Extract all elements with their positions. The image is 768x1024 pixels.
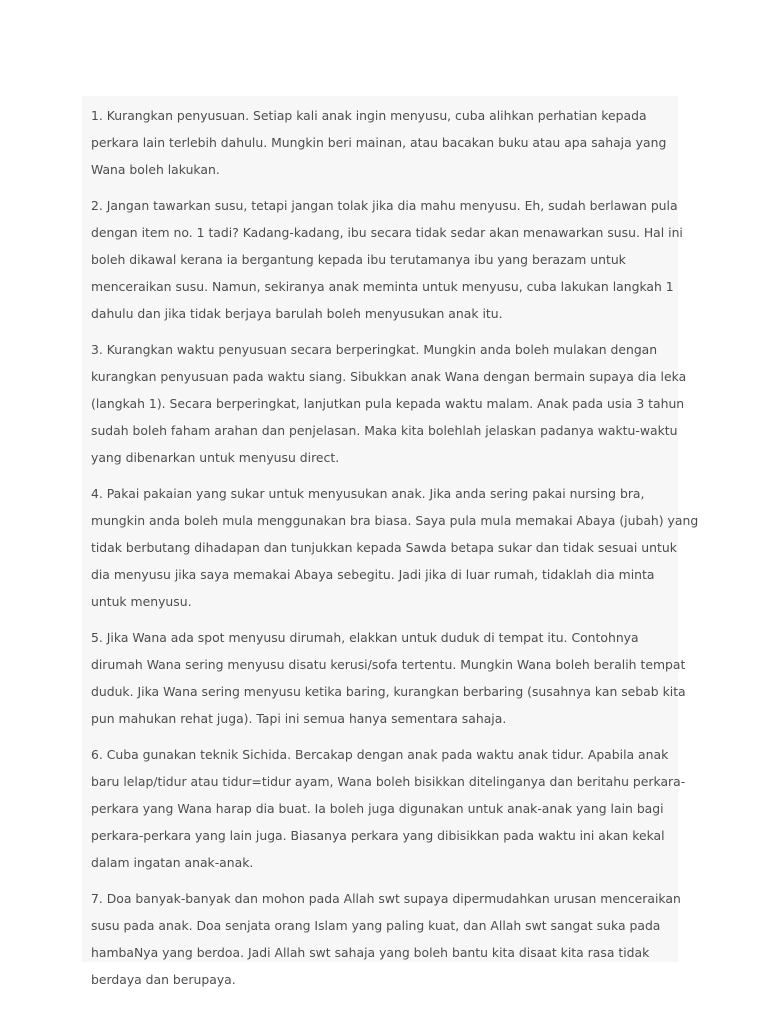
paragraph-line: hambaNya yang berdoa. Jadi Allah swt sahaja yang boleh bantu kita disaat kita rasa tidak: [91, 945, 650, 960]
paragraph-line: 2. Jangan tawarkan susu, tetapi jangan tolak jika dia mahu menyusu. Eh, sudah berlawan pula: [91, 198, 678, 213]
paragraph-7: [91, 885, 681, 993]
paragraph-1: [91, 102, 678, 183]
paragraph-line: susu pada anak. Doa senjata orang Islam yang paling kuat, dan Allah swt sangat suka pada: [91, 918, 661, 933]
paragraph-4: [91, 480, 699, 615]
paragraph-line: 1. Kurangkan penyusuan. Setiap kali anak ingin menyusu, cuba alihkan perhatian kepada: [91, 108, 647, 123]
paragraph-line: 6. Cuba gunakan teknik Sichida. Bercakap dengan anak pada waktu anak tidur. Apabila anak: [91, 747, 669, 762]
paragraph-line: dengan item no. 1 tadi? Kadang-kadang, ibu secara tidak sedar akan menawarkan susu. Hal ini: [91, 225, 683, 240]
paragraph-line: berdaya dan berupaya.: [91, 972, 236, 987]
paragraph-line: sudah boleh faham arahan dan penjelasan. Maka kita bolehlah jelaskan padanya waktu-waktu: [91, 423, 678, 438]
paragraph-line: kurangkan penyusuan pada waktu siang. Sibukkan anak Wana dengan bermain supaya dia leka: [91, 369, 687, 384]
paragraph-line: 5. Jika Wana ada spot menyusu dirumah, elakkan untuk duduk di tempat itu. Contohnya: [91, 630, 639, 645]
paragraph-line: perkara lain terlebih dahulu. Mungkin beri mainan, atau bacakan buku atau apa sahaja yang: [91, 135, 667, 150]
paragraph-line: pun mahukan rehat juga). Tapi ini semua hanya sementara sahaja.: [91, 711, 507, 726]
paragraph-line: 7. Doa banyak-banyak dan mohon pada Allah swt supaya dipermudahkan urusan menceraikan: [91, 891, 681, 906]
paragraph-line: menceraikan susu. Namun, sekiranya anak meminta untuk menyusu, cuba lakukan langkah 1: [91, 279, 674, 294]
paragraph-line: Wana boleh lakukan.: [91, 162, 220, 177]
paragraph-line: mungkin anda boleh mula menggunakan bra biasa. Saya pula mula memakai Abaya (jubah) yang: [91, 513, 699, 528]
paragraph-3: [91, 336, 687, 471]
paragraph-line: baru lelap/tidur atau tidur=tidur ayam, Wana boleh bisikkan ditelinganya dan beritahu perkara-: [91, 774, 686, 789]
paragraph-line: dahulu dan jika tidak berjaya barulah boleh menyusukan anak itu.: [91, 306, 503, 321]
paragraph-line: duduk. Jika Wana sering menyusu ketika baring, kurangkan berbaring (susahnya kan sebab kita: [91, 684, 686, 699]
article-body: [82, 96, 699, 987]
paragraph-line: (langkah 1). Secara berperingkat, lanjutkan pula kepada waktu malam. Anak pada usia 3 tahun: [91, 396, 685, 411]
paragraph-line: perkara-perkara yang lain juga. Biasanya perkara yang dibisikkan pada waktu ini akan kekal: [91, 828, 665, 843]
paragraph-2: [91, 192, 683, 327]
paragraph-line: dia menyusu jika saya memakai Abaya sebegitu. Jadi jika di luar rumah, tidaklah dia minta: [91, 567, 655, 582]
paragraph-line: tidak berbutang dihadapan dan tunjukkan kepada Sawda betapa sukar dan tidak sesuai untuk: [91, 540, 677, 555]
paragraph-line: boleh dikawal kerana ia bergantung kepada ibu terutamanya ibu yang berazam untuk: [91, 252, 626, 267]
paragraph-line: dirumah Wana sering menyusu disatu kerusi/sofa tertentu. Mungkin Wana boleh beralih tempat: [91, 657, 686, 672]
paragraph-line: dalam ingatan anak-anak.: [91, 855, 254, 870]
paragraph-line: perkara yang Wana harap dia buat. Ia boleh juga digunakan untuk anak-anak yang lain bagi: [91, 801, 664, 816]
paragraph-line: yang dibenarkan untuk menyusu direct.: [91, 450, 340, 465]
paragraph-line: 4. Pakai pakaian yang sukar untuk menyusukan anak. Jika anda sering pakai nursing bra,: [91, 486, 645, 501]
paragraph-line: untuk menyusu.: [91, 594, 192, 609]
paragraph-line: 3. Kurangkan waktu penyusuan secara berperingkat. Mungkin anda boleh mulakan dengan: [91, 342, 658, 357]
paragraph-6: [91, 741, 686, 876]
paragraph-5: [91, 624, 686, 732]
